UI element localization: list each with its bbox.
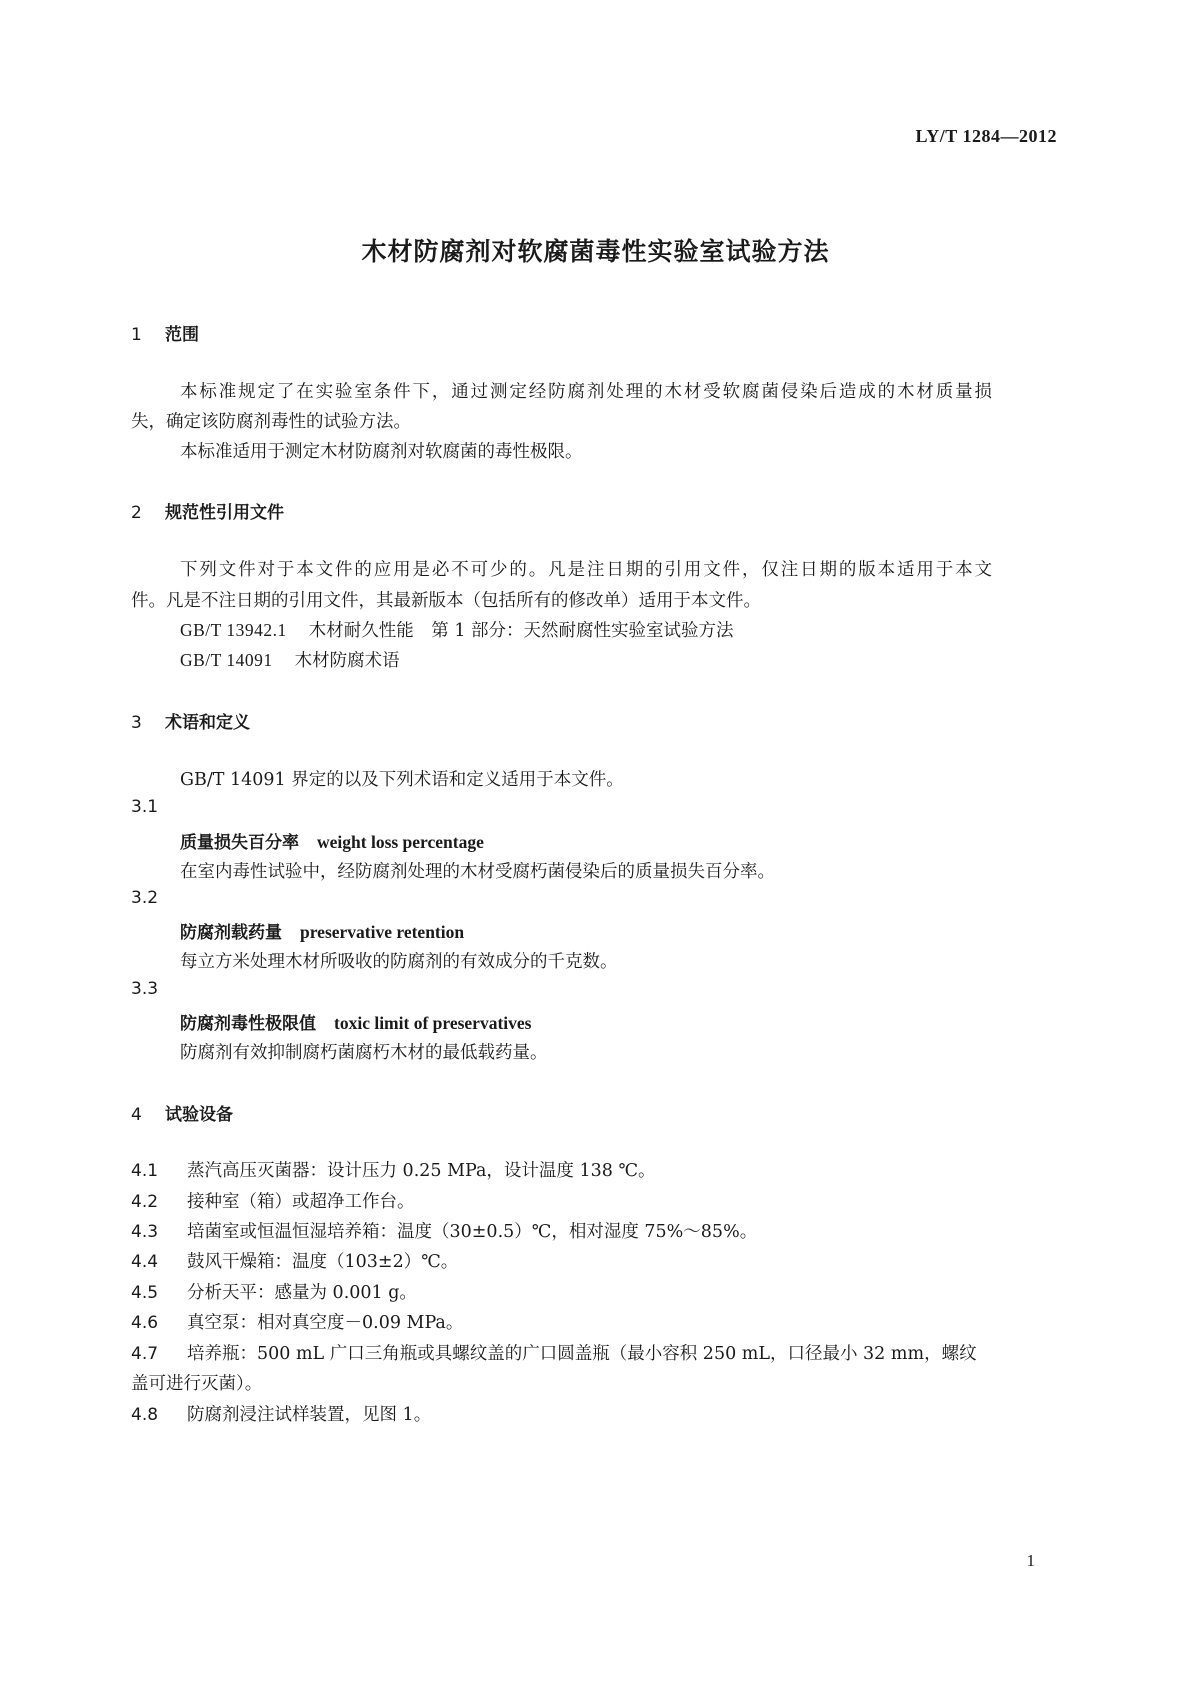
reference-code: GB/T 14091 bbox=[180, 650, 273, 670]
section-3-heading bbox=[131, 708, 1061, 733]
term-en: toxic limit of preservatives bbox=[334, 1013, 532, 1033]
reference-name: 木材防腐术语 bbox=[294, 651, 400, 671]
term-heading bbox=[180, 1009, 1110, 1034]
item-number: 4.4 bbox=[131, 1252, 159, 1272]
reference-2 bbox=[180, 647, 1110, 672]
item-number: 4.8 bbox=[131, 1405, 159, 1425]
item-text: 防腐剂浸注试样装置，见图 1。 bbox=[187, 1405, 432, 1425]
s1-paragraph-1-line-1: 本标准规定了在实验室条件下，通过测定经防腐剂处理的木材受软腐菌侵染后造成的木材质量损 bbox=[180, 382, 992, 402]
section-title: 术语和定义 bbox=[165, 713, 250, 733]
equipment-item bbox=[131, 1401, 1061, 1426]
section-title: 规范性引用文件 bbox=[165, 503, 284, 523]
equipment-item bbox=[131, 1309, 1061, 1334]
section-title: 范围 bbox=[165, 325, 199, 345]
equipment-item bbox=[131, 1188, 1061, 1213]
page-number: 1 bbox=[1026, 1551, 1035, 1570]
standard-code: LY/T 1284—2012 bbox=[915, 126, 1057, 146]
term-definition: 每立方米处理木材所吸收的防腐剂的有效成分的千克数。 bbox=[180, 952, 618, 972]
equipment-item bbox=[131, 1218, 1061, 1243]
item-text: 培菌室或恒温恒湿培养箱：温度（30±0.5）℃，相对湿度 75%～85%。 bbox=[187, 1222, 758, 1242]
term-heading bbox=[180, 828, 1110, 853]
section-4-heading bbox=[131, 1100, 1061, 1125]
item-text: 蒸汽高压灭菌器：设计压力 0.25 MPa，设计温度 138 ℃。 bbox=[187, 1161, 656, 1181]
s1-paragraph-2: 本标准适用于测定木材防腐剂对软腐菌的毒性极限。 bbox=[180, 442, 583, 462]
item-number: 4.3 bbox=[131, 1222, 159, 1242]
term-en: weight loss percentage bbox=[317, 832, 484, 852]
item-number: 4.2 bbox=[131, 1192, 159, 1212]
item-text: 接种室（箱）或超净工作台。 bbox=[187, 1192, 415, 1212]
reference-code: GB/T 13942.1 bbox=[180, 620, 287, 640]
document-title: 木材防腐剂对软腐菌毒性实验室试验方法 bbox=[361, 237, 830, 266]
item-text: 培养瓶：500 mL 广口三角瓶或具螺纹盖的广口圆盖瓶（最小容积 250 mL，口径最小 32 mm，螺纹 bbox=[187, 1344, 977, 1364]
term-zh: 质量损失百分率 bbox=[180, 833, 299, 853]
section-1-heading bbox=[131, 320, 1061, 345]
equipment-item bbox=[131, 1248, 1061, 1273]
term-number: 3.1 bbox=[131, 797, 159, 817]
item-number: 4.1 bbox=[131, 1161, 159, 1181]
term-definition: 在室内毒性试验中，经防腐剂处理的木材受腐朽菌侵染后的质量损失百分率。 bbox=[180, 862, 775, 882]
s1-paragraph-1-line-2: 失，确定该防腐剂毒性的试验方法。 bbox=[131, 412, 411, 432]
item-number: 4.5 bbox=[131, 1283, 159, 1303]
item-text: 真空泵：相对真空度－0.09 MPa。 bbox=[187, 1313, 464, 1333]
item-text: 鼓风干燥箱：温度（103±2）℃。 bbox=[187, 1252, 459, 1272]
item-number: 4.6 bbox=[131, 1313, 159, 1333]
equipment-item bbox=[131, 1340, 1061, 1365]
item-text: 分析天平：感量为 0.001 g。 bbox=[187, 1283, 417, 1303]
term-number: 3.3 bbox=[131, 979, 159, 999]
term-definition: 防腐剂有效抑制腐朽菌腐朽木材的最低载药量。 bbox=[180, 1043, 548, 1063]
section-number: 2 bbox=[131, 503, 142, 523]
section-number: 1 bbox=[131, 325, 142, 345]
s2-paragraph-line-2: 件。凡是不注日期的引用文件，其最新版本（包括所有的修改单）适用于本文件。 bbox=[131, 591, 761, 611]
term-zh: 防腐剂毒性极限值 bbox=[180, 1014, 316, 1034]
equipment-item bbox=[131, 1157, 1061, 1182]
s3-intro: GB/T 14091 界定的以及下列术语和定义适用于本文件。 bbox=[180, 770, 624, 790]
s2-paragraph-line-1: 下列文件对于本文件的应用是必不可少的。凡是注日期的引用文件，仅注日期的版本适用于本文 bbox=[180, 560, 992, 580]
equipment-item bbox=[131, 1279, 1061, 1304]
section-number: 4 bbox=[131, 1105, 142, 1125]
section-number: 3 bbox=[131, 713, 142, 733]
term-en: preservative retention bbox=[300, 922, 465, 942]
section-title: 试验设备 bbox=[165, 1105, 233, 1125]
equipment-item-continuation: 盖可进行灭菌）。 bbox=[131, 1374, 263, 1394]
term-number: 3.2 bbox=[131, 888, 159, 908]
section-2-heading bbox=[131, 498, 1061, 523]
reference-name: 木材耐久性能 第 1 部分：天然耐腐性实验室试验方法 bbox=[308, 621, 734, 641]
term-heading bbox=[180, 918, 1110, 943]
reference-1 bbox=[180, 617, 1110, 642]
term-zh: 防腐剂载药量 bbox=[180, 923, 282, 943]
item-number: 4.7 bbox=[131, 1344, 159, 1364]
